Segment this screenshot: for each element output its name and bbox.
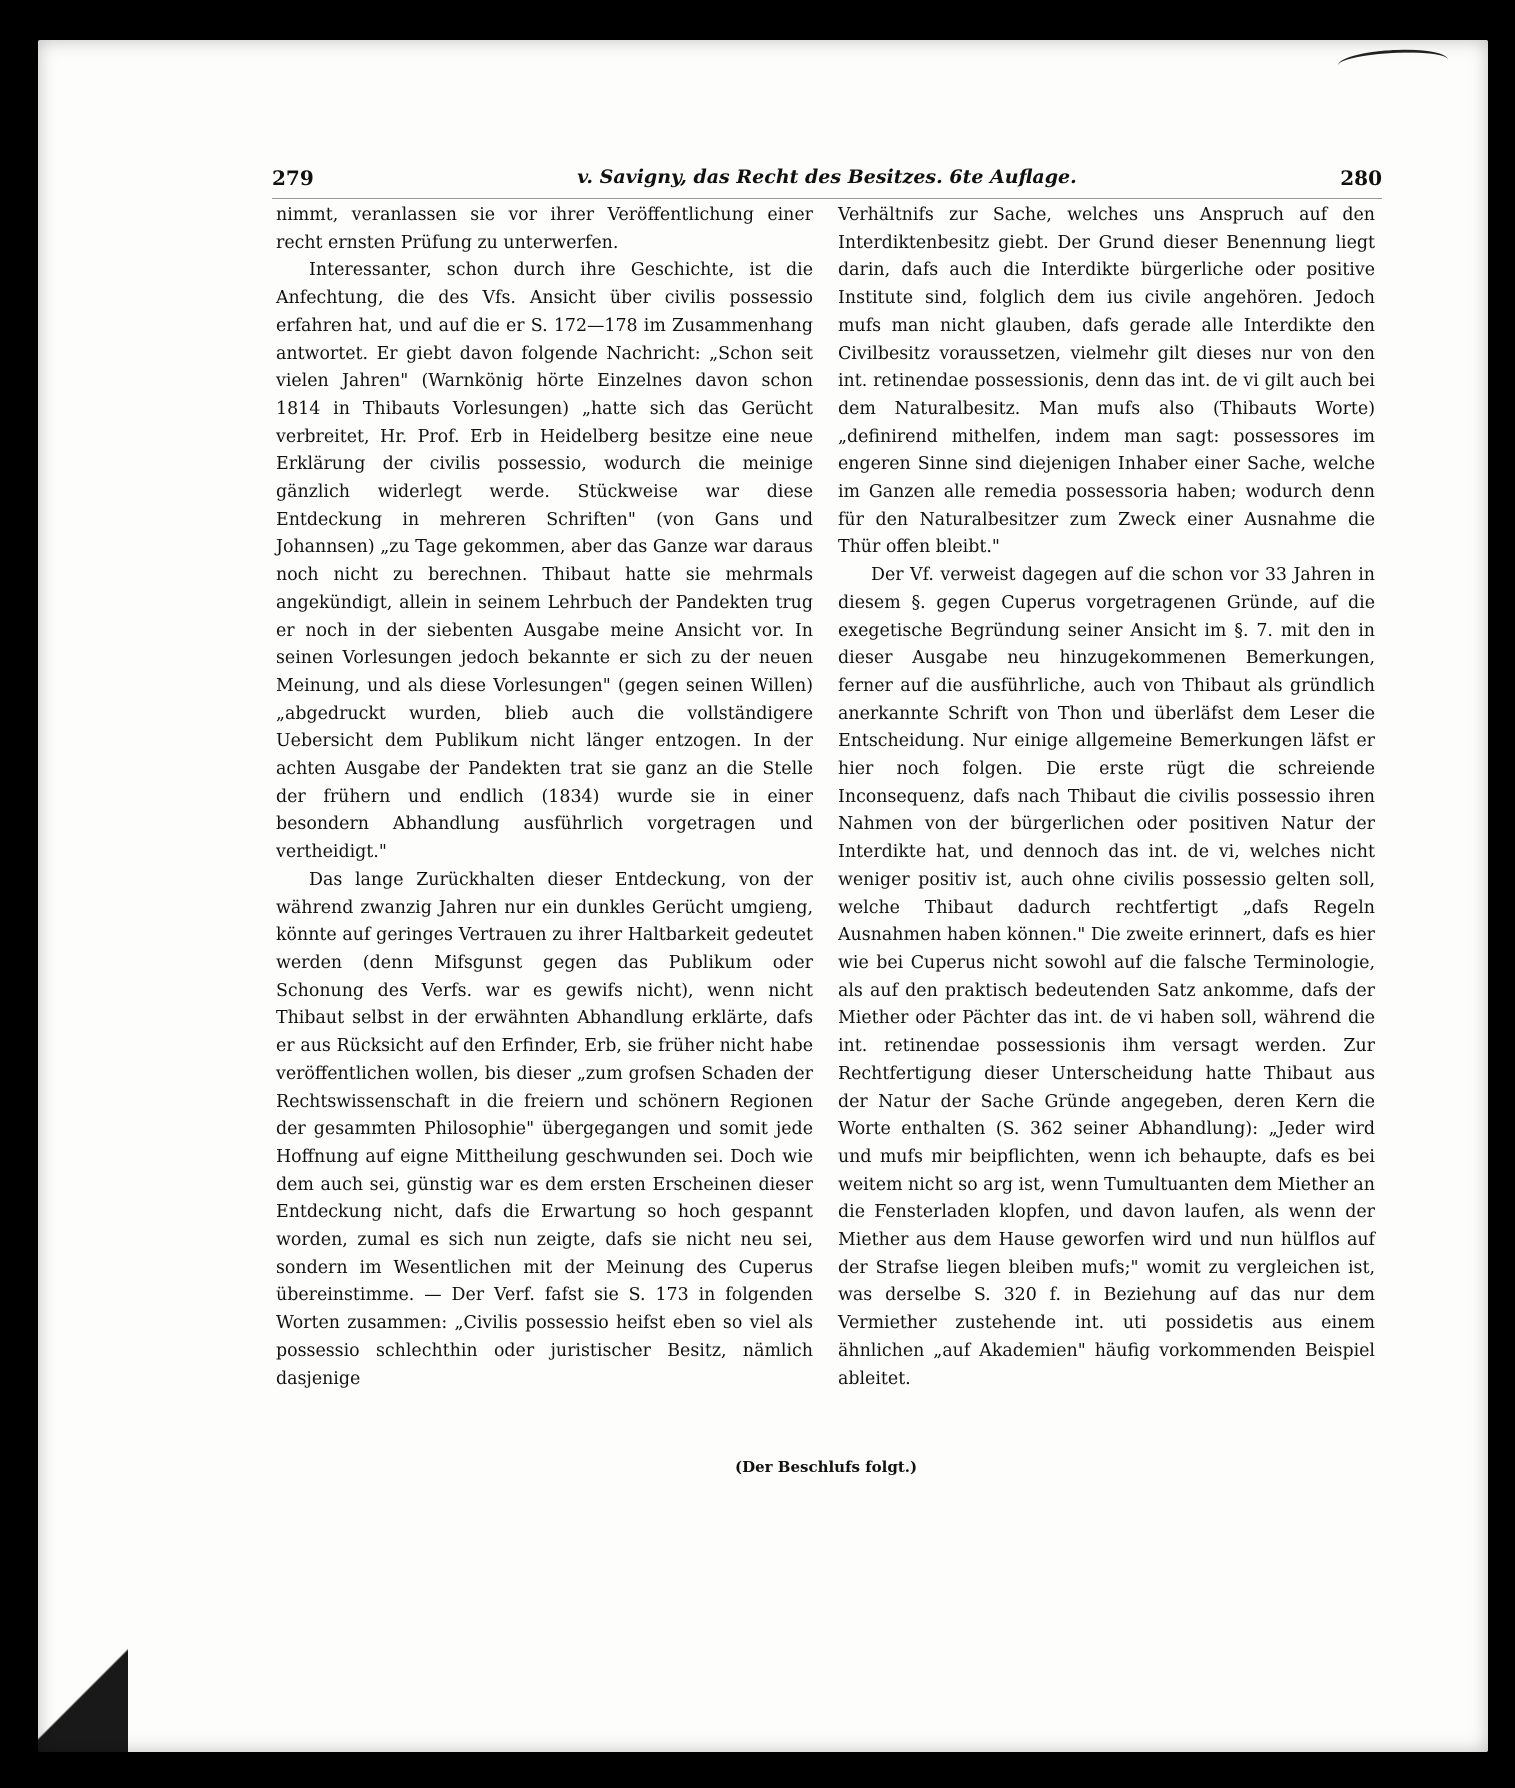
corner-scribble <box>1337 47 1448 78</box>
right-paragraph-2: Der Vf. verweist dagegen auf die schon vor 33 Jahren in diesem §. gegen Cuperus vorgetragenen Gründe, auf die exegetische Begründung seiner Ansicht im §. 7. mit den in dieser Ausgabe neu hinzugekommenen Bemerkungen, ferner auf die ausführliche, auch von Thibaut als gründlich anerkannte Schrift von Thon und überläfst dem Leser die Entscheidung. Nur einige allgemeine Bemerkungen läfst er hier noch folgen. Die erste rügt die schreiende Inconsequenz, dafs nach Thibaut die civilis possessio ihren Nahmen von der bürgerlichen oder positiven Natur der Interdikte hat, und dennoch das int. de vi, welches nicht weniger positiv ist, auch ohne civilis possessio gelten soll, welche Thibaut dadurch rechtfertigt „dafs Regeln Ausnahmen haben können." Die zweite erinnert, dafs es hier wie bei Cuperus nicht sowohl auf die falsche Terminologie, als auf den praktisch bedeutenden Satz ankomme, dafs der Miether oder Pächter das int. de vi haben soll, während die int. retinendae possessionis ihm versagt werden. Zur Rechtfertigung dieser Unterscheidung hatte Thibaut aus der Natur der Sache Gründe angegeben, deren Kern die Worte enthalten (S. 362 seiner Abhandlung): „Jeder wird und mufs mir beipflichten, wenn ich behaupte, dafs es bei weitem nicht so arg ist, wenn Tumultuanten dem Miether an die Fensterladen klopfen, und davon laufen, als wenn der Miether aus dem Hause geworfen wird und nun hülflos auf der Strafse liegen bleiben mufs;" womit zu vergleichen ist, was derselbe S. 320 f. in Beziehung auf das nur dem Vermiether zustehende int. uti possidetis aus einem ähnlichen „auf Akademien" häufig vorkommenden Beispiel ableitet. <box>838 565 1375 1389</box>
right-paragraph-1: Verhältnifs zur Sache, welches uns Anspruch auf den Interdiktenbesitz giebt. Der Grund dieser Benennung liegt darin, dafs auch die Interdikte bürgerliche oder positive Institute sind, folglich dem ius civile angehören. Jedoch mufs man nicht glauben, dafs gerade alle Interdikte den Civilbesitz voraussetzen, vielmehr gilt dieses nur von den int. retinendae possessionis, denn das int. de vi gilt auch bei dem Naturalbesitz. Man mufs also (Thibauts Worte) „definirend mithelfen, indem man sagt: possessores im engeren Sinne sind diejenigen Inhaber einer Sache, welche im Ganzen alle remedia possessoria haben; wodurch denn für den Naturalbesitzer zum Zweck einer Ausnahme die Thür offen bleibt." <box>838 205 1375 558</box>
page-header <box>272 166 1382 206</box>
left-paragraph-3: Das lange Zurückhalten dieser Entdeckung, von der während zwanzig Jahren nur ein dunkles Gerücht umgieng, könnte auf geringes Vertrauen zu ihrer Haltbarkeit gedeutet werden (denn Mifsgunst gegen das Publikum oder Schonung des Verfs. war es gewifs nicht), wenn nicht Thibaut selbst in der erwähnten Abhandlung erklärte, dafs er aus Rücksicht auf den Erfinder, Erb, sie früher nicht habe veröffentlichen wollen, bis dieser „zum grofsen Schaden der Rechtswissenschaft in die freiern und schönern Regionen der gesammten Philosophie" übergegangen und somit jede Hoffnung auf eigne Mittheilung geschwunden sei. Doch wie dem auch sei, günstig war es dem ersten Erscheinen dieser Entdeckung nicht, dafs die Erwartung so hoch gespannt worden, zumal es sich nun zeigte, dafs sie nicht neu sei, sondern im Wesentlichen mit der Meinung des Cuperus übereinstimme. — Der Verf. fafst sie S. 173 in folgenden Worten zusammen: „Civilis possessio heifst eben so viel als possessio schlechthin oder juristischer Besitz, nämlich dasjenige <box>276 869 813 1389</box>
running-title: v. Savigny, das Recht des Besitzes. 6te Auflage. <box>577 166 1077 188</box>
header-rule <box>272 198 1382 199</box>
page-number-left: 279 <box>272 166 314 190</box>
right-column <box>838 202 1375 1393</box>
left-paragraph-1: nimmt, veranlassen sie vor ihrer Veröffentlichung einer recht ernsten Prüfung zu unterwerfen. <box>276 205 813 253</box>
left-paragraph-2: Interessanter, schon durch ihre Geschichte, ist die Anfechtung, die des Vfs. Ansicht über civilis possessio erfahren hat, und auf die er S. 172—178 im Zusammenhang antwortet. Er giebt davon folgende Nachricht: „Schon seit vielen Jahren" (Warnkönig hörte Einzelnes davon schon 1814 in Thibauts Vorlesungen) „hatte sich das Gerücht verbreitet, Hr. Prof. Erb in Heidelberg besitze eine neue Erklärung der civilis possessio, wodurch die meinige gänzlich widerlegt werde. Stückweise war diese Entdeckung in mehreren Schriften" (von Gans und Johannsen) „zu Tage gekommen, aber das Ganze war daraus noch nicht zu berechnen. Thibaut hatte sie mehrmals angekündigt, allein in seinem Lehrbuch der Pandekten trug er noch in der siebenten Ausgabe meine Ansicht vor. In seinen Vorlesungen jedoch bekannte er sich zu der neuen Meinung, und als diese Vorlesungen" (gegen seinen Willen) „abgedruckt wurden, blieb auch die vollständigere Uebersicht dem Publikum nicht länger entzogen. In der achten Ausgabe der Pandekten trat sie ganz an die Stelle der frühern und endlich (1834) wurde sie in einer besondern Abhandlung ausführlich vorgetragen und vertheidigt." <box>276 260 813 863</box>
page-number-right: 280 <box>1340 166 1382 190</box>
continuation-note: (Der Beschlufs folgt.) <box>735 1458 918 1476</box>
left-column <box>276 202 813 1393</box>
